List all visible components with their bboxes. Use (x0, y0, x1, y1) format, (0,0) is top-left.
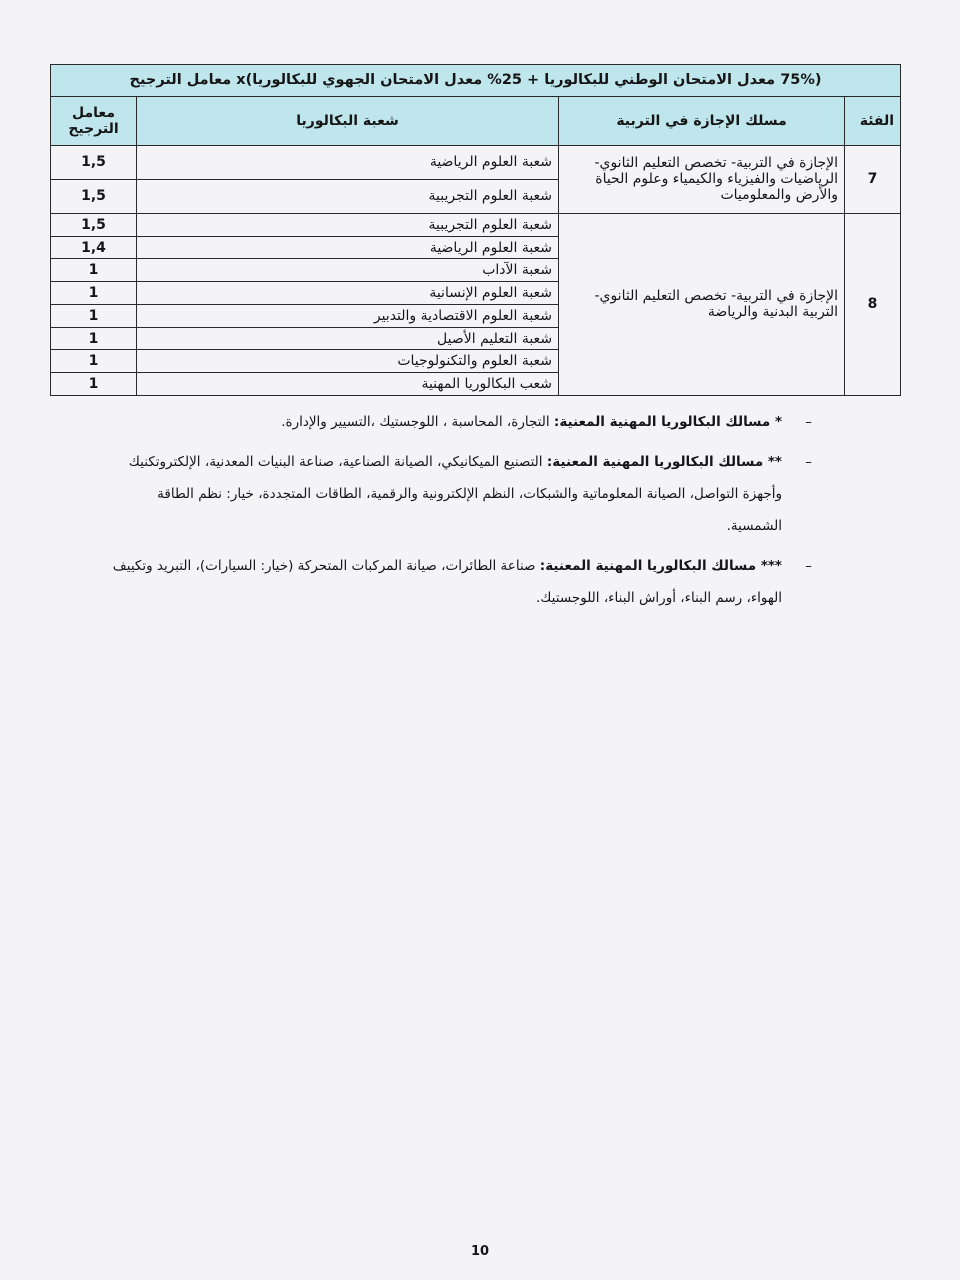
footnote-text: التصنيع الميكانيكي، الصيانة الصناعية، صناعة البنيات المعدنية، الإلكتروتكنيك وأجهزة التواصل، الصيانة المعلوماتية والشبكات، النظم الإلكترونية والرقمية، الطاقات المتجددة، خيار: نظم الطاقة الشمسية. (128, 454, 782, 534)
header-row (51, 97, 901, 146)
page-number: 10 (470, 1244, 490, 1259)
coef-cell: 1 (51, 327, 137, 350)
branch-cell: شعبة الآداب (137, 259, 559, 282)
header-track: مسلك الإجازة في التربية (559, 97, 845, 146)
category-cell: 7 (845, 145, 901, 213)
footnote-dash: – (805, 454, 812, 470)
coef-cell: 1 (51, 282, 137, 305)
category-cell: 8 (845, 213, 901, 395)
branch-cell: شعبة العلوم الرياضية (137, 236, 559, 259)
coef-cell: 1 (51, 373, 137, 396)
footnotes (112, 406, 812, 614)
coef-cell: 1,5 (51, 179, 137, 213)
formula-text: (75% معدل الامتحان الوطني للبكالوريا + 25% معدل الامتحان الجهوي للبكالوريا)x معامل الترجيح (51, 65, 901, 97)
table-row (51, 213, 901, 236)
branch-cell: شعبة العلوم التجريبية (137, 213, 559, 236)
header-coef: معامل الترجيح (51, 97, 137, 146)
coef-cell: 1 (51, 259, 137, 282)
branch-cell: شعبة التعليم الأصيل (137, 327, 559, 350)
coef-cell: 1,4 (51, 236, 137, 259)
footnote (112, 550, 812, 614)
track-cell: الإجازة في التربية- تخصص التعليم الثانوي- الرياضيات والفيزياء والكيمياء وعلوم الحياة والأرض والمعلوميات (559, 145, 845, 213)
footnote-text: التجارة، المحاسبة ، اللوجستيك ،التسيير والإدارة. (281, 414, 550, 430)
header-category: الفئة (845, 97, 901, 146)
footnote-dash: – (805, 558, 812, 574)
footnote-label: ** مسالك البكالوريا المهنية المعنية: (546, 454, 782, 470)
branch-cell: شعبة العلوم التجريبية (137, 179, 559, 213)
coef-cell: 1,5 (51, 213, 137, 236)
formula-row (51, 65, 901, 97)
branch-cell: شعبة العلوم الإنسانية (137, 282, 559, 305)
branch-cell: شعبة العلوم الرياضية (137, 145, 559, 179)
footnote-label: * مسالك البكالوريا المهنية المعنية: (553, 414, 782, 430)
footnote-label: *** مسالك البكالوريا المهنية المعنية: (539, 558, 782, 574)
branch-cell: شعبة العلوم والتكنولوجيات (137, 350, 559, 373)
coef-cell: 1 (51, 304, 137, 327)
header-branch: شعبة البكالوريا (137, 97, 559, 146)
table-row (51, 145, 901, 179)
weighting-table (50, 64, 901, 396)
footnote-dash: – (805, 414, 812, 430)
coef-cell: 1 (51, 350, 137, 373)
track-cell: الإجازة في التربية- تخصص التعليم الثانوي- التربية البدنية والرياضة (559, 213, 845, 395)
footnote (112, 446, 812, 542)
branch-cell: شعب البكالوريا المهنية (137, 373, 559, 396)
footnote-text: صناعة الطائرات، صيانة المركبات المتحركة (خيار: السيارات)، التبريد وتكييف الهواء، رسم البناء، أوراش البناء، اللوجستيك. (112, 558, 782, 606)
coef-cell: 1,5 (51, 145, 137, 179)
footnote (112, 406, 812, 438)
branch-cell: شعبة العلوم الاقتصادية والتدبير (137, 304, 559, 327)
